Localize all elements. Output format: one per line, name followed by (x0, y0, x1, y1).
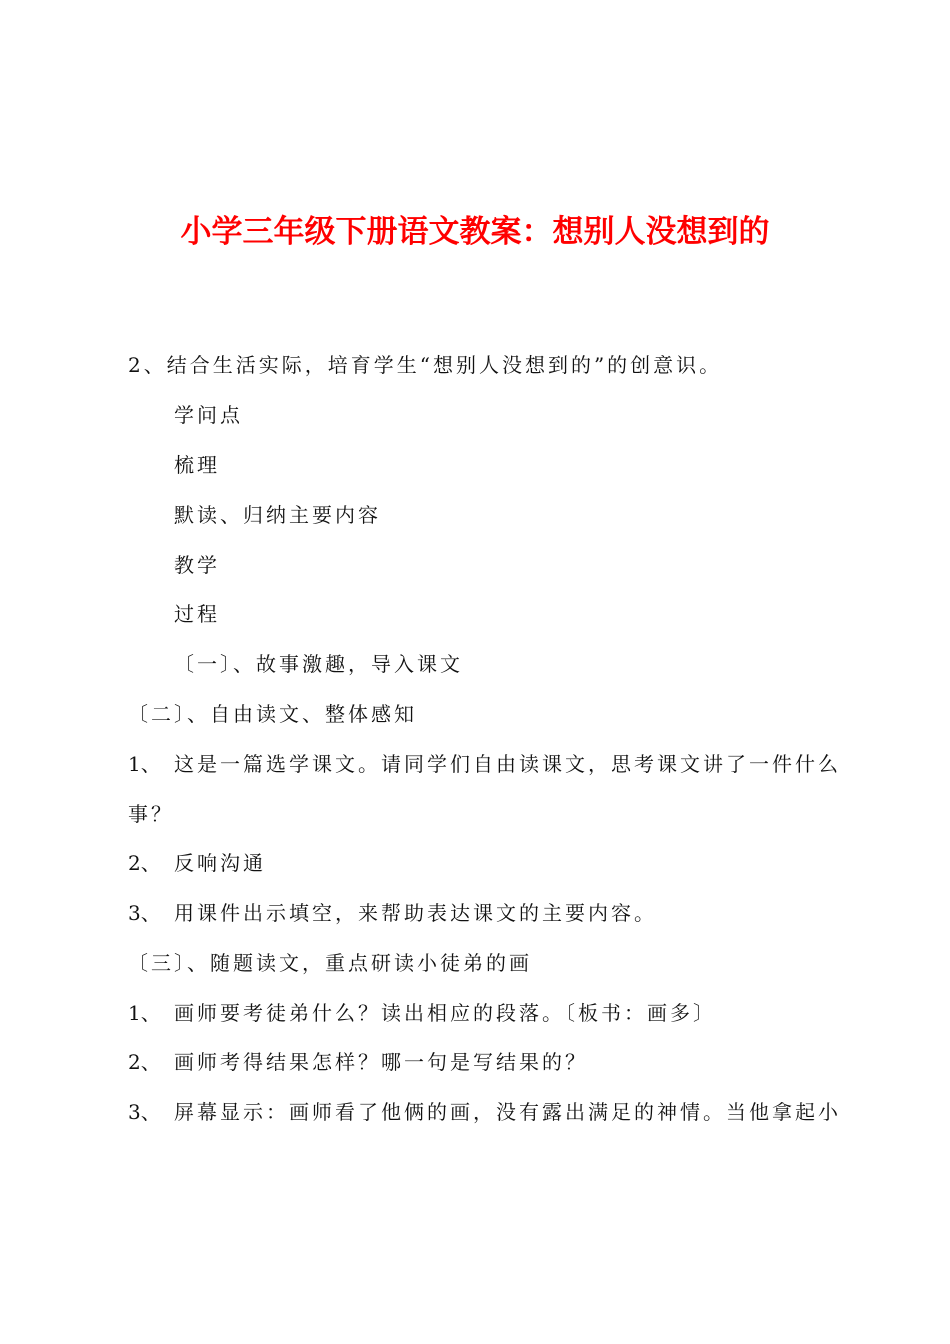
paragraph-4 (174, 500, 381, 530)
paragraph-2 (174, 400, 243, 430)
paragraph-text: 〔二〕、自由读文、整体感知 (128, 702, 417, 726)
paragraph-6 (174, 599, 220, 629)
paragraph-text: 反响沟通 (174, 851, 266, 875)
list-number: 1、 (128, 1001, 161, 1025)
list-number: 2、 (128, 1050, 161, 1074)
paragraph-text: 过程 (174, 602, 220, 626)
paragraph-text: 屏幕显示：画师看了他俩的画，没有露出满足的神情。当他拿起小 (174, 1100, 841, 1124)
paragraph-text: 画师考得结果怎样？哪一句是写结果的？ (174, 1050, 588, 1074)
section-heading-3 (128, 948, 532, 978)
list-item-2 (128, 848, 266, 878)
paragraph-text: 教学 (174, 553, 220, 577)
paragraph-text: 用课件出示填空，来帮助表达课文的主要内容。 (174, 901, 657, 925)
paragraph-text: 〔一〕、故事激趣，导入课文 (174, 652, 463, 676)
section-heading-1 (174, 649, 463, 679)
paragraph-1 (128, 350, 722, 380)
list-item-6 (128, 1097, 841, 1127)
list-number: 2、 (128, 851, 161, 875)
paragraph-text: 梳理 (174, 453, 220, 477)
document-title: 小学三年级下册语文教案：想别人没想到的 (180, 214, 770, 250)
paragraph-text: 〔三〕、随题读文，重点研读小徒弟的画 (128, 951, 532, 975)
paragraph-text: 2、结合生活实际，培育学生“想别人没想到的”的创意识。 (128, 353, 723, 377)
list-number: 3、 (128, 901, 161, 925)
paragraph-text: 学问点 (174, 403, 243, 427)
paragraph-text: 画师要考徒弟什么？读出相应的段落。〔板书：画多〕 (174, 1001, 716, 1025)
list-item-1-continued (128, 799, 174, 829)
paragraph-3 (174, 450, 220, 480)
paragraph-text: 这是一篇选学课文。请同学们自由读课文，思考课文讲了一件什么 (174, 752, 841, 776)
paragraph-5 (174, 550, 220, 580)
list-number: 3、 (128, 1100, 161, 1124)
list-number: 1、 (128, 752, 161, 776)
paragraph-text: 默读、归纳主要内容 (174, 503, 381, 527)
list-item-1 (128, 749, 841, 779)
list-item-3 (128, 898, 657, 928)
list-item-5 (128, 1047, 588, 1077)
paragraph-text: 事？ (128, 802, 174, 826)
section-heading-2 (128, 699, 417, 729)
list-item-4 (128, 998, 716, 1028)
